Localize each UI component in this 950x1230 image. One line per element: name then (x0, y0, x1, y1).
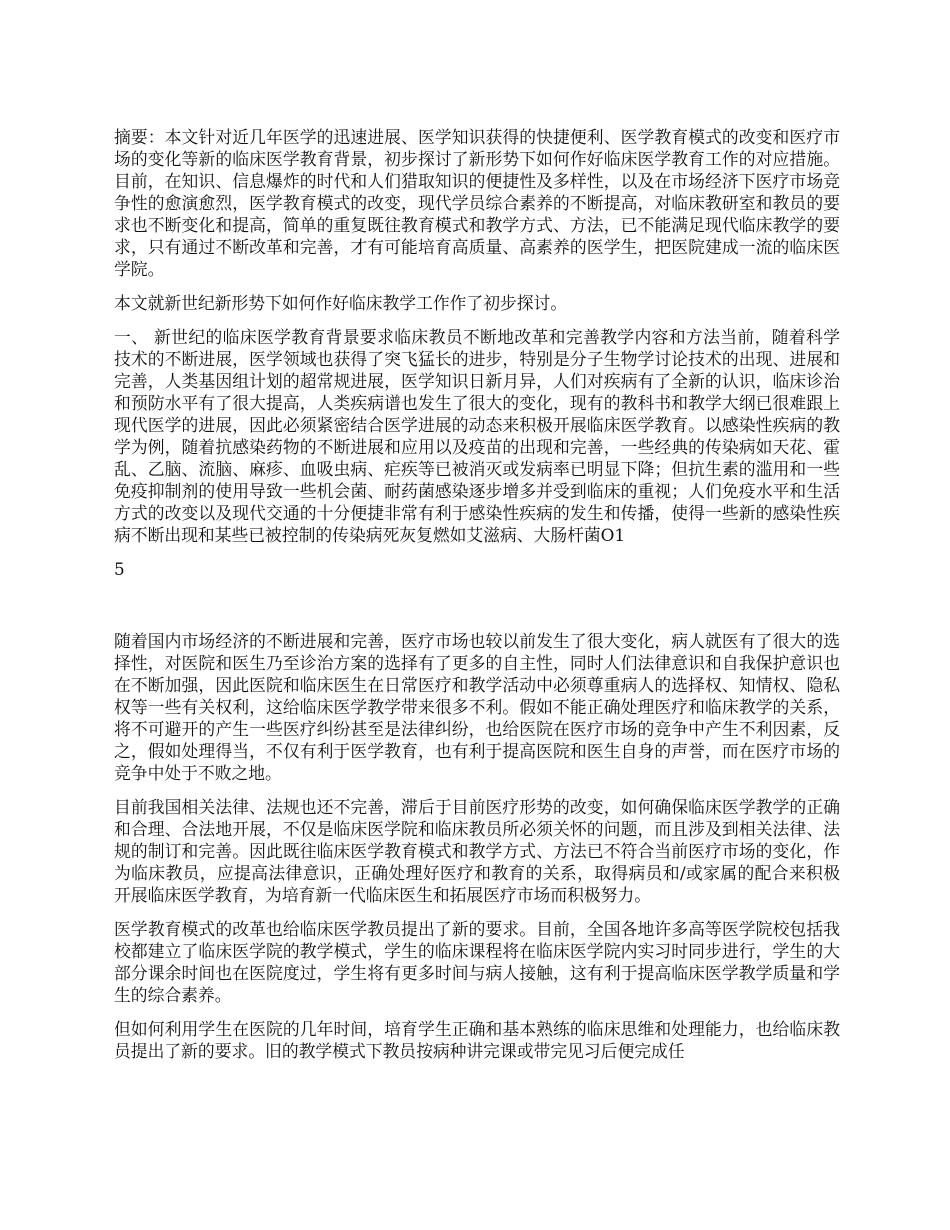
market-paragraph: 随着国内市场经济的不断进展和完善，医疗市场也较以前发生了很大变化，病人就医有了很大的选择性，对医院和医生乃至诊治方案的选择有了更多的自主性，同时人们法律意识和自我保护意识也在不断加强，因此医院和临床医生在日常医疗和教学活动中必须尊重病人的选择权、知情权、隐私权等一些有关权利，这给临床医学教学带来很多不利。假如不能正确处理医疗和临床教学的关系，将不可避开的产生一些医疗纠纷甚至是法律纠纷，也给医院在医疗市场的竞争中产生不利因素，反之，假如处理得当，不仅有利于医学教育，也有利于提高医院和医生自身的声誉，而在医疗市场的竞争中处于不败之地。 (114, 631, 840, 783)
document-page (114, 126, 840, 1074)
abstract-paragraph: 摘要：本文针对近几年医学的迅速进展、医学知识获得的快捷便利、医学教育模式的改变和医疗市场的变化等新的临床医学教育背景，初步探讨了新形势下如何作好临床医学教育工作的对应措施。目前，在知识、信息爆炸的时代和人们猎取知识的便捷性及多样性，以及在市场经济下医疗市场竞争性的愈演愈烈，医学教育模式的改变，现代学员综合素养的不断提高，对临床教研室和教员的要求也不断变化和提高，简单的重复既往教育模式和教学方式、方法，已不能满足现代临床教学的要求，只有通过不断改革和完善，才有可能培育高质量、高素养的医学生，把医院建成一流的临床医学院。 (114, 127, 840, 279)
section-one-paragraph: 一、 新世纪的临床医学教育背景要求临床教员不断地改革和完善教学内容和方法当前，随着科学技术的不断进展，医学领域也获得了突飞猛长的进步，特别是分子生物学讨论技术的出现、进展和完善，人类基因组计划的超常规进展，医学知识日新月异，人们对疾病有了全新的认识，临床诊治和预防水平有了很大提高，人类疾病谱也发生了很大的变化，现有的教科书和教学大纲已很难跟上现代医学的进展，因此必须紧密结合医学进展的动态来积极开展临床医学教育。以感染性疾病的教学为例，随着抗感染药物的不断进展和应用以及疫苗的出现和完善，一些经典的传染病如天花、霍乱、乙脑、流脑、麻疹、血吸虫病、疟疾等已被消灭或发病率已明显下降；但抗生素的滥用和一些免疫抑制剂的使用导致一些机会菌、耐药菌感染逐步增多并受到临床的重视；人们免疫水平和生活方式的改变以及现代交通的十分便捷非常有利于感染性疾病的发生和传播，使得一些新的感染性疾病不断出现和某些已被控制的传染病死灰复燃如艾滋病、大肠杆菌O1 (114, 327, 840, 545)
page-number: 5 (114, 559, 125, 579)
clinical-thinking-paragraph: 但如何利用学生在医院的几年时间，培育学生正确和基本熟练的临床思维和处理能力，也给临床教员提出了新的要求。旧的教学模式下教员按病种讲完课或带完见习后便完成任 (114, 1019, 840, 1061)
education-model-paragraph: 医学教育模式的改革也给临床医学教员提出了新的要求。目前，全国各地许多高等医学院校包括我校都建立了临床医学院的教学模式，学生的临床课程将在临床医学院内实习时同步进行，学生的大部分课余时间也在医院度过，学生将有更多时间与病人接触，这有利于提高临床医学教学质量和学生的综合素养。 (114, 919, 840, 1005)
page-gap (114, 580, 840, 630)
law-paragraph: 目前我国相关法律、法规也还不完善，滞后于目前医疗形势的改变，如何确保临床医学教学的正确和合理、合法地开展，不仅是临床医学院和临床教员所必须关怀的问题，而且涉及到相关法律、法规的制订和完善。因此既往临床医学教育模式和教学方式、方法已不符合当前医疗市场的变化，作为临床教员，应提高法律意识，正确处理好医疗和教育的关系，取得病员和/或家属的配合来积极开展临床医学教育，为培育新一代临床医生和拓展医疗市场而积极努力。 (114, 797, 840, 905)
intro-paragraph: 本文就新世纪新形势下如何作好临床教学工作作了初步探讨。 (114, 293, 568, 313)
